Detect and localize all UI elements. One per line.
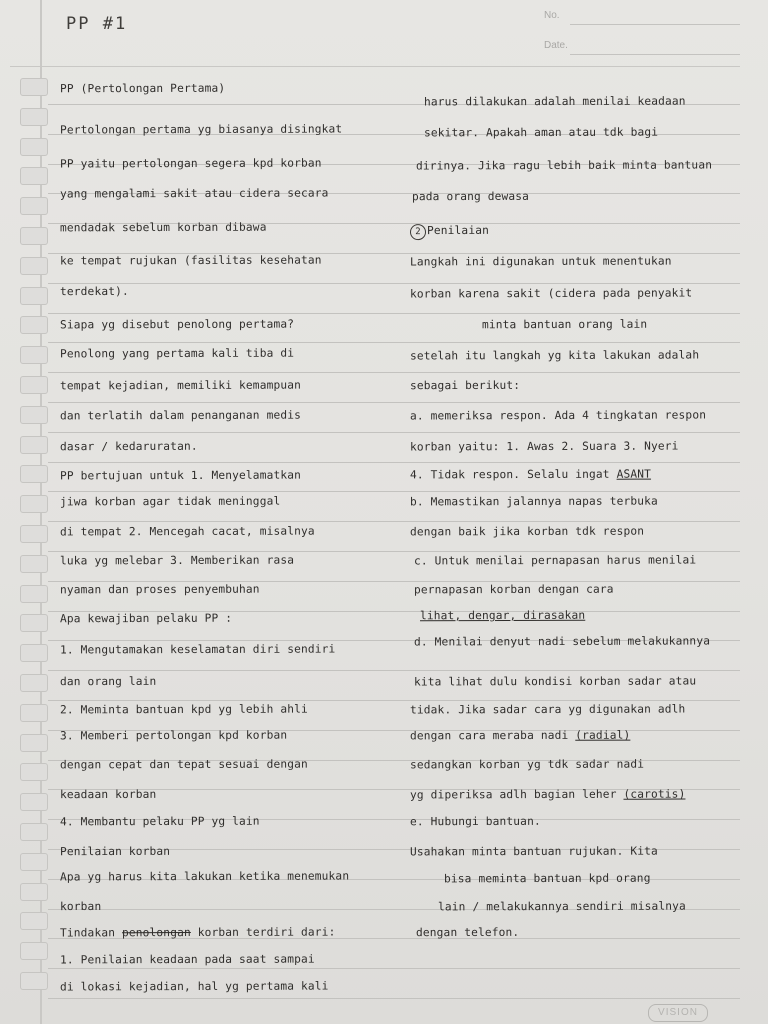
date-line xyxy=(570,54,740,55)
right-line-25: e. Hubungi bantuan. xyxy=(409,814,541,829)
left-line-10: tempat kejadian, memiliki kemampuan xyxy=(59,378,302,393)
radial-lead: dengan cara meraba nadi xyxy=(409,728,569,743)
left-line-tindakan xyxy=(60,926,335,940)
left-line-28: korban xyxy=(59,899,102,914)
margin-tab xyxy=(20,555,48,573)
left-line-11: dan terlatih dalam penanganan medis xyxy=(59,408,302,423)
brand-logo: VISION xyxy=(648,1004,708,1022)
right-line-8: minta bantuan orang lain xyxy=(481,317,648,332)
right-line-4: pada orang dewasa xyxy=(411,189,530,204)
left-line-3: PP yaitu pertolongan segera kpd korban xyxy=(59,156,322,171)
top-rule xyxy=(10,66,740,67)
struck-word: penolongan xyxy=(121,926,191,940)
no-line xyxy=(570,24,740,25)
margin-tab xyxy=(20,853,48,871)
margin-tab xyxy=(20,525,48,543)
ruled-line xyxy=(48,313,740,314)
date-label: Date. xyxy=(544,40,568,51)
margin-tab xyxy=(20,167,48,185)
ruled-line xyxy=(48,402,740,403)
left-line-18: Apa kewajiban pelaku PP : xyxy=(59,611,233,626)
margin-tab xyxy=(20,316,48,334)
right-line-penilaian xyxy=(410,224,489,240)
right-line-18: lihat, dengar, dirasakan xyxy=(419,608,586,623)
ruled-line xyxy=(48,968,740,969)
margin-tab xyxy=(20,257,48,275)
right-line-radial xyxy=(410,729,630,743)
carotis-lead: yg diperiksa adlh bagian leher xyxy=(409,787,617,802)
left-line-22: 3. Memberi pertolongan kpd korban xyxy=(59,728,288,743)
asant-word: ASANT xyxy=(616,467,652,481)
left-line-14: jiwa korban agar tidak meninggal xyxy=(59,494,281,509)
left-line-20: dan orang lain xyxy=(59,674,157,689)
left-line-27: Apa yg harus kita lakukan ketika menemukan xyxy=(59,869,350,884)
right-line-6: Langkah ini digunakan untuk menentukan xyxy=(409,254,672,269)
margin-tab xyxy=(20,465,48,483)
radial-word: (radial) xyxy=(575,728,631,742)
margin-tab xyxy=(20,912,48,930)
left-line-13: PP bertujuan untuk 1. Menyelamatkan xyxy=(59,468,302,483)
margin-tab xyxy=(20,942,48,960)
left-line-8: Siapa yg disebut penolong pertama? xyxy=(59,317,295,332)
carotis-word: (carotis) xyxy=(623,787,686,801)
margin-tab xyxy=(20,793,48,811)
ruled-line xyxy=(48,700,740,701)
right-line-9: setelah itu langkah yg kita lakukan adalah xyxy=(409,348,700,363)
right-line-10: sebagai berikut: xyxy=(409,378,521,393)
left-line-7: terdekat). xyxy=(59,284,129,299)
right-line-1: harus dilakukan adalah menilai keadaan xyxy=(423,94,686,109)
right-line-asant xyxy=(410,468,651,482)
ruled-line xyxy=(48,462,740,463)
left-line-1: PP (Pertolongan Pertama) xyxy=(59,81,226,96)
no-label: No. xyxy=(544,10,560,21)
left-line-30: 1. Penilaian keadaan pada saat sampai xyxy=(59,952,315,967)
left-line-24: keadaan korban xyxy=(59,787,157,802)
right-line-15: dengan baik jika korban tdk respon xyxy=(409,524,645,539)
right-line-17: pernapasan korban dengan cara xyxy=(413,582,614,597)
ruled-line xyxy=(48,581,740,582)
left-line-23: dengan cepat dan tepat sesuai dengan xyxy=(59,757,308,772)
margin-tab xyxy=(20,376,48,394)
tindakan-word: Tindakan xyxy=(59,926,116,940)
right-line-23: sedangkan korban yg tdk sadar nadi xyxy=(409,757,645,772)
left-line-21: 2. Meminta bantuan kpd yg lebih ahli xyxy=(59,702,308,717)
margin-tab xyxy=(20,823,48,841)
left-line-15: di tempat 2. Mencegah cacat, misalnya xyxy=(59,524,315,539)
left-line-25: 4. Membantu pelaku PP yg lain xyxy=(59,814,260,829)
margin-tab xyxy=(20,883,48,901)
margin-tab xyxy=(20,78,48,96)
left-line-9: Penolong yang pertama kali tiba di xyxy=(59,346,295,361)
ruled-line xyxy=(48,342,740,343)
left-line-6: ke tempat rujukan (fasilitas kesehatan xyxy=(59,253,322,268)
margin-tab xyxy=(20,346,48,364)
margin-tab xyxy=(20,704,48,722)
left-line-31: di lokasi kejadian, hal yg pertama kali xyxy=(59,979,329,994)
ruled-line xyxy=(48,491,740,492)
margin-tab xyxy=(20,287,48,305)
margin-tab xyxy=(20,197,48,215)
right-line-29: dengan telefon. xyxy=(415,925,520,940)
page-title: PP #1 xyxy=(66,14,128,34)
right-line-28: lain / melakukannya sendiri misalnya xyxy=(437,899,686,914)
right-line-11: a. memeriksa respon. Ada 4 tingkatan respon xyxy=(409,408,707,423)
left-line-16: luka yg melebar 3. Memberikan rasa xyxy=(59,553,295,568)
left-line-19: 1. Mengutamakan keselamatan diri sendiri xyxy=(59,642,336,657)
ruled-line xyxy=(48,372,740,373)
margin-tab xyxy=(20,585,48,603)
left-line-5: mendadak sebelum korban dibawa xyxy=(59,220,267,235)
left-line-26: Penilaian korban xyxy=(59,844,171,859)
right-line-12: korban yaitu: 1. Awas 2. Suara 3. Nyeri xyxy=(409,439,679,454)
asant-lead: 4. Tidak respon. Selalu ingat xyxy=(409,467,610,482)
margin-tab xyxy=(20,734,48,752)
margin-tab xyxy=(20,972,48,990)
margin-tab xyxy=(20,614,48,632)
right-line-2: sekitar. Apakah aman atau tdk bagi xyxy=(423,125,659,140)
margin-tab xyxy=(20,406,48,424)
right-line-27: bisa meminta bantuan kpd orang xyxy=(443,871,651,886)
margin-tab xyxy=(20,138,48,156)
right-line-14: b. Memastikan jalannya napas terbuka xyxy=(409,494,658,509)
margin-tab xyxy=(20,108,48,126)
left-line-12: dasar / kedaruratan. xyxy=(59,439,198,454)
tindakan-rest: korban terdiri dari: xyxy=(197,925,336,939)
ruled-line xyxy=(48,432,740,433)
right-line-21: tidak. Jika sadar cara yg digunakan adlh xyxy=(409,702,686,717)
penilaian-heading: Penilaian xyxy=(426,223,490,238)
circled-number: 2 xyxy=(410,224,426,240)
ruled-line xyxy=(48,551,740,552)
right-line-carotis xyxy=(410,788,685,802)
ruled-line xyxy=(48,670,740,671)
margin-tab xyxy=(20,436,48,454)
ruled-line xyxy=(48,283,740,284)
right-line-16: c. Untuk menilai pernapasan harus menilai xyxy=(413,553,697,568)
right-line-3: dirinya. Jika ragu lebih baik minta bantuan xyxy=(415,158,713,173)
left-line-17: nyaman dan proses penyembuhan xyxy=(59,582,260,597)
left-line-4: yang mengalami sakit atau cidera secara xyxy=(59,186,329,201)
ruled-line xyxy=(48,998,740,999)
margin-tab xyxy=(20,763,48,781)
right-line-19: d. Menilai denyut nadi sebelum melakukannya xyxy=(413,634,711,649)
right-line-26: Usahakan minta bantuan rujukan. Kita xyxy=(409,844,658,859)
margin-tab xyxy=(20,674,48,692)
ruled-line xyxy=(48,521,740,522)
margin-tab xyxy=(20,495,48,513)
right-line-7: korban karena sakit (cidera pada penyakit xyxy=(409,286,693,301)
left-line-2: Pertolongan pertama yg biasanya disingkat xyxy=(59,122,343,137)
right-line-20: kita lihat dulu kondisi korban sadar atau xyxy=(413,674,697,689)
margin-tab xyxy=(20,644,48,662)
margin-tab xyxy=(20,227,48,245)
